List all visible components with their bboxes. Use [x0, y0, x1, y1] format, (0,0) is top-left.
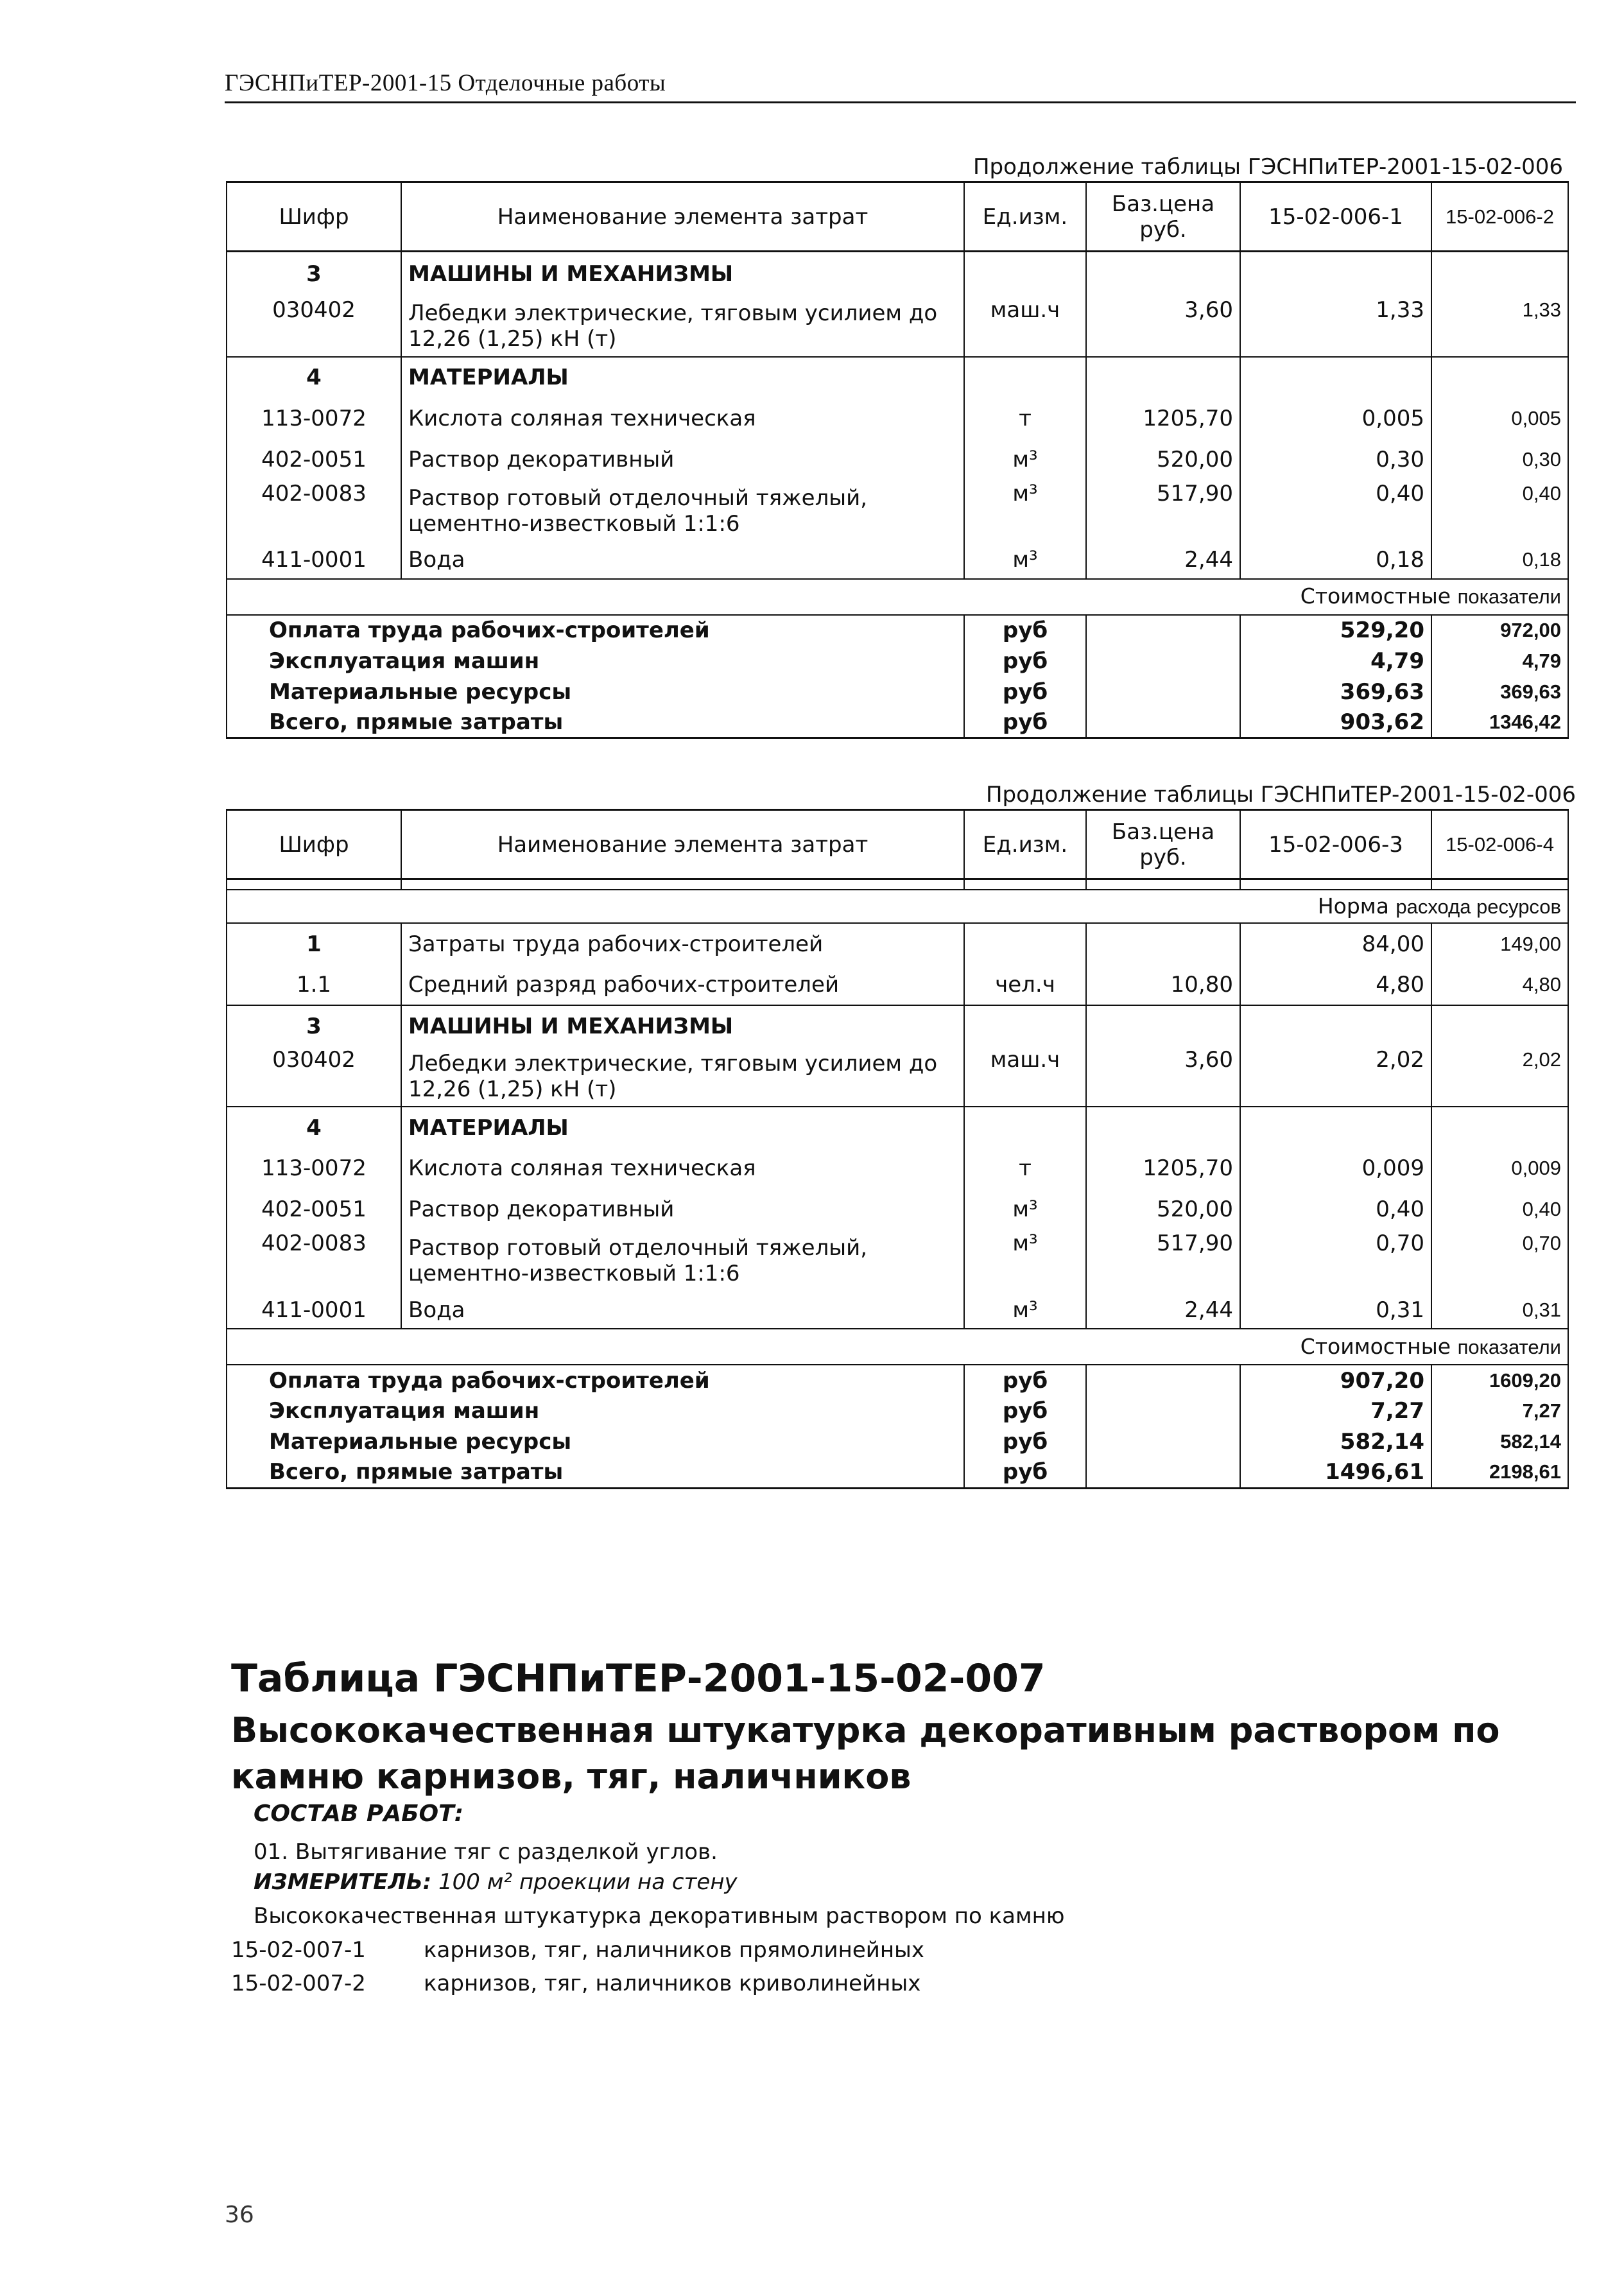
header-code: Шифр [227, 182, 401, 252]
section-title: МАТЕРИАЛЫ [401, 357, 964, 398]
table-row: 402-0051 Раствор декоративный м³ 520,00 0,30 0,30 [227, 439, 1568, 480]
section-code: 4 [227, 1107, 401, 1148]
cost-row: Материальные ресурсы руб 369,63 369,63 [227, 677, 1568, 707]
meter-value: 100 м² проекции на стену [438, 1869, 738, 1895]
table-row: 113-0072 Кислота соляная техническая т 1205,70 0,005 0,005 [227, 398, 1568, 439]
table1-caption: Продолжение таблицы ГЭСНПиТЕР-2001-15-02-006 [972, 154, 1563, 180]
cost-row: Всего, прямые затраты руб 1496,61 2198,61 [227, 1457, 1568, 1488]
section-code: 3 [227, 252, 401, 297]
table-row: 030402 Лебедки электрические, тяговым усилием до 12,26 (1,25) кН (т) маш.ч 3,60 1,33 1,33 [227, 297, 1568, 357]
table2-caption: Продолжение таблицы ГЭСНПиТЕР-2001-15-02-006 [985, 782, 1576, 808]
header-price: Баз.цена руб. [1086, 182, 1240, 252]
cost-row: Оплата труда рабочих-строителей руб 529,20 972,00 [227, 615, 1568, 646]
header-variant-1: 15-02-006-1 [1240, 182, 1431, 252]
header-price: Баз.цена руб. [1086, 810, 1240, 879]
cost-row: Эксплуатация машин руб 4,79 4,79 [227, 646, 1568, 677]
table-row: 402-0083 Раствор готовый отделочный тяжелый, цементно-известковый 1:1:6 м³ 517,90 0,70 0,70 [227, 1230, 1568, 1292]
table-title: Таблица ГЭСНПиТЕР-2001-15-02-007 [231, 1656, 1046, 1701]
norm-header: Норма расхода ресурсов [227, 890, 1568, 923]
variant-row [231, 1937, 924, 1963]
header-code: Шифр [227, 810, 401, 879]
cost-indicators-header: Стоимостные показатели [227, 1329, 1568, 1365]
header-rule [225, 101, 1576, 103]
header-unit: Ед.изм. [964, 182, 1086, 252]
header-name: Наименование элемента затрат [401, 810, 964, 879]
table2 [226, 809, 1569, 1489]
cost-row: Всего, прямые затраты руб 903,62 1346,42 [227, 707, 1568, 738]
table-row: 030402 Лебедки электрические, тяговым усилием до 12,26 (1,25) кН (т) маш.ч 3,60 2,02 2,02 [227, 1046, 1568, 1107]
cost-indicators-header: Стоимостные показатели [227, 579, 1568, 615]
table-row: 402-0083 Раствор готовый отделочный тяжелый, цементно-известковый 1:1:6 м³ 517,90 0,40 0,40 [227, 480, 1568, 542]
table1 [226, 181, 1569, 739]
section-title: МАШИНЫ И МЕХАНИЗМЫ [401, 1005, 964, 1046]
section-title: МАШИНЫ И МЕХАНИЗМЫ [401, 252, 964, 297]
composition-label: СОСТАВ РАБОТ: [254, 1801, 464, 1827]
table-row: 411-0001 Вода м³ 2,44 0,31 0,31 [227, 1292, 1568, 1329]
variant-desc: карнизов, тяг, наличников криволинейных [424, 1971, 921, 1996]
table-row: 411-0001 Вода м³ 2,44 0,18 0,18 [227, 542, 1568, 579]
variant-desc: карнизов, тяг, наличников прямолинейных [424, 1937, 925, 1963]
header-variant-3: 15-02-006-3 [1240, 810, 1431, 879]
table-row: 402-0051 Раствор декоративный м³ 520,00 0,40 0,40 [227, 1189, 1568, 1230]
header-variant-2: 15-02-006-2 [1431, 182, 1568, 252]
meter-label: ИЗМЕРИТЕЛЬ: [254, 1869, 432, 1895]
variant-row [231, 1971, 920, 1996]
table-row: 113-0072 Кислота соляная техническая т 1205,70 0,009 0,009 [227, 1148, 1568, 1189]
meter-description: Высококачественная штукатурка декоративным раствором по камню [254, 1903, 1065, 1929]
running-header: ГЭСНПиТЕР-2001-15 Отделочные работы [225, 70, 666, 96]
header-variant-4: 15-02-006-4 [1431, 810, 1568, 879]
header-unit: Ед.изм. [964, 810, 1086, 879]
section-code: 4 [227, 357, 401, 398]
page-number: 36 [225, 2202, 254, 2228]
section-title: МАТЕРИАЛЫ [401, 1107, 964, 1148]
section-code: 3 [227, 1005, 401, 1046]
work-item: 01. Вытягивание тяг с разделкой углов. [254, 1839, 718, 1865]
variant-code: 15-02-007-2 [231, 1971, 366, 1996]
table-subtitle: Высококачественная штукатурка декоративным раствором по камню карнизов, тяг, наличников [231, 1710, 1500, 1797]
cost-row: Эксплуатация машин руб 7,27 7,27 [227, 1396, 1568, 1426]
header-name: Наименование элемента затрат [401, 182, 964, 252]
table-row: 1 Затраты труда рабочих-строителей 84,00 149,00 [227, 923, 1568, 964]
table-row: 1.1 Средний разряд рабочих-строителей чел.ч 10,80 4,80 4,80 [227, 964, 1568, 1005]
cost-row: Оплата труда рабочих-строителей руб 907,20 1609,20 [227, 1365, 1568, 1396]
meter [254, 1869, 738, 1895]
variant-code: 15-02-007-1 [231, 1937, 366, 1963]
cost-row: Материальные ресурсы руб 582,14 582,14 [227, 1426, 1568, 1457]
